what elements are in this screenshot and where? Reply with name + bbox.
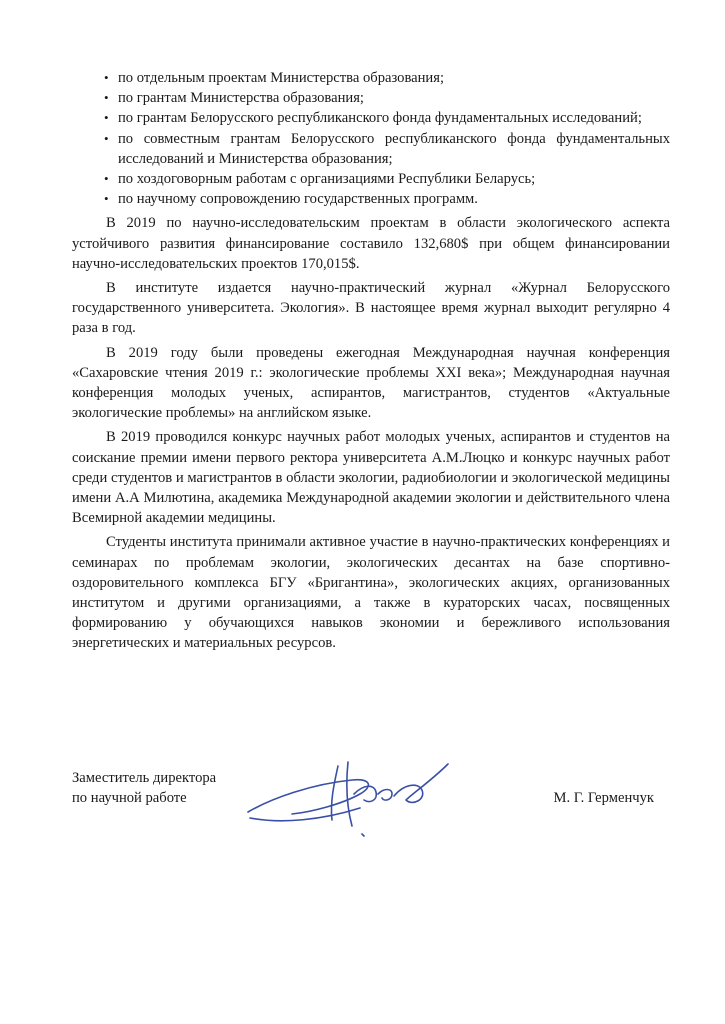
bullet-icon: • (104, 171, 109, 187)
paragraph-competitions: В 2019 проводился конкурс научных работ молодых ученых, аспирантов и студентов на соискание премии имени первого ректора университета А.М.Люцко и конкурс научных работ среди студентов и магистрантов в области экологии, радиобиологии и экологической медицины имени А.А Милютина, академика Международной академии экологии и действительного члена Всемирной академии медицины. (72, 429, 670, 527)
bullet-icon: • (104, 90, 109, 106)
list-item: • по совместным грантам Белорусского республиканского фонда фундаментальных исследований и Министерства образования; (72, 129, 670, 169)
document-body (72, 68, 670, 654)
paragraph-conferences: В 2019 году были проведены ежегодная Международная научная конференция «Сахаровские чтения 2019 г.: экологические проблемы XXI века»; Международная научная конференция молодых ученых, аспирантов, магистрантов, студентов «Актуальные экологические проблемы» на английском языке. (72, 344, 670, 422)
list-item: • по хоздоговорным работам с организациями Республики Беларусь; (72, 169, 670, 189)
bullet-icon: • (104, 130, 109, 146)
list-item: • по грантам Белорусского республиканского фонда фундаментальных исследований; (72, 108, 670, 128)
handwritten-signature-icon (242, 754, 472, 844)
paragraph-funding: В 2019 по научно-исследовательским проектам в области экологического аспекта устойчивого развития финансирование составило 132,680$ при общем финансировании научно-исследовательских проектов 170,015$. (72, 215, 670, 272)
funding-sources-list (72, 68, 670, 209)
bullet-icon: • (104, 110, 109, 126)
list-item: • по грантам Министерства образования; (72, 88, 670, 108)
bullet-icon: • (104, 70, 109, 85)
list-item: • по научному сопровождению государственных программ. (72, 189, 670, 209)
paragraph-journal: В институте издается научно-практический журнал «Журнал Белорусского государственного университета. Экология». В настоящее время журнал выходит регулярно 4 раза в год. (72, 280, 670, 337)
paragraph-student-activity: Студенты института принимали активное участие в научно-практических конференциях и семинарах по проблемам экологии, экологических десантах на базе спортивно-оздоровительного комплекса БГУ «Бригантина», экологических акциях, организованных институтом и другими организациями, а также в кураторских часах, посвященных формированию у обучающихся навыков экономии и бережливого использования энергетических и материальных ресурсов. (72, 534, 670, 652)
signatory-name: М. Г. Герменчук (553, 790, 654, 806)
signature-block (72, 768, 670, 848)
bullet-icon: • (104, 191, 109, 207)
signatory-title: Заместитель директора по научной работе (72, 770, 217, 806)
list-item: • по отдельным проектам Министерства образования; (72, 68, 670, 88)
